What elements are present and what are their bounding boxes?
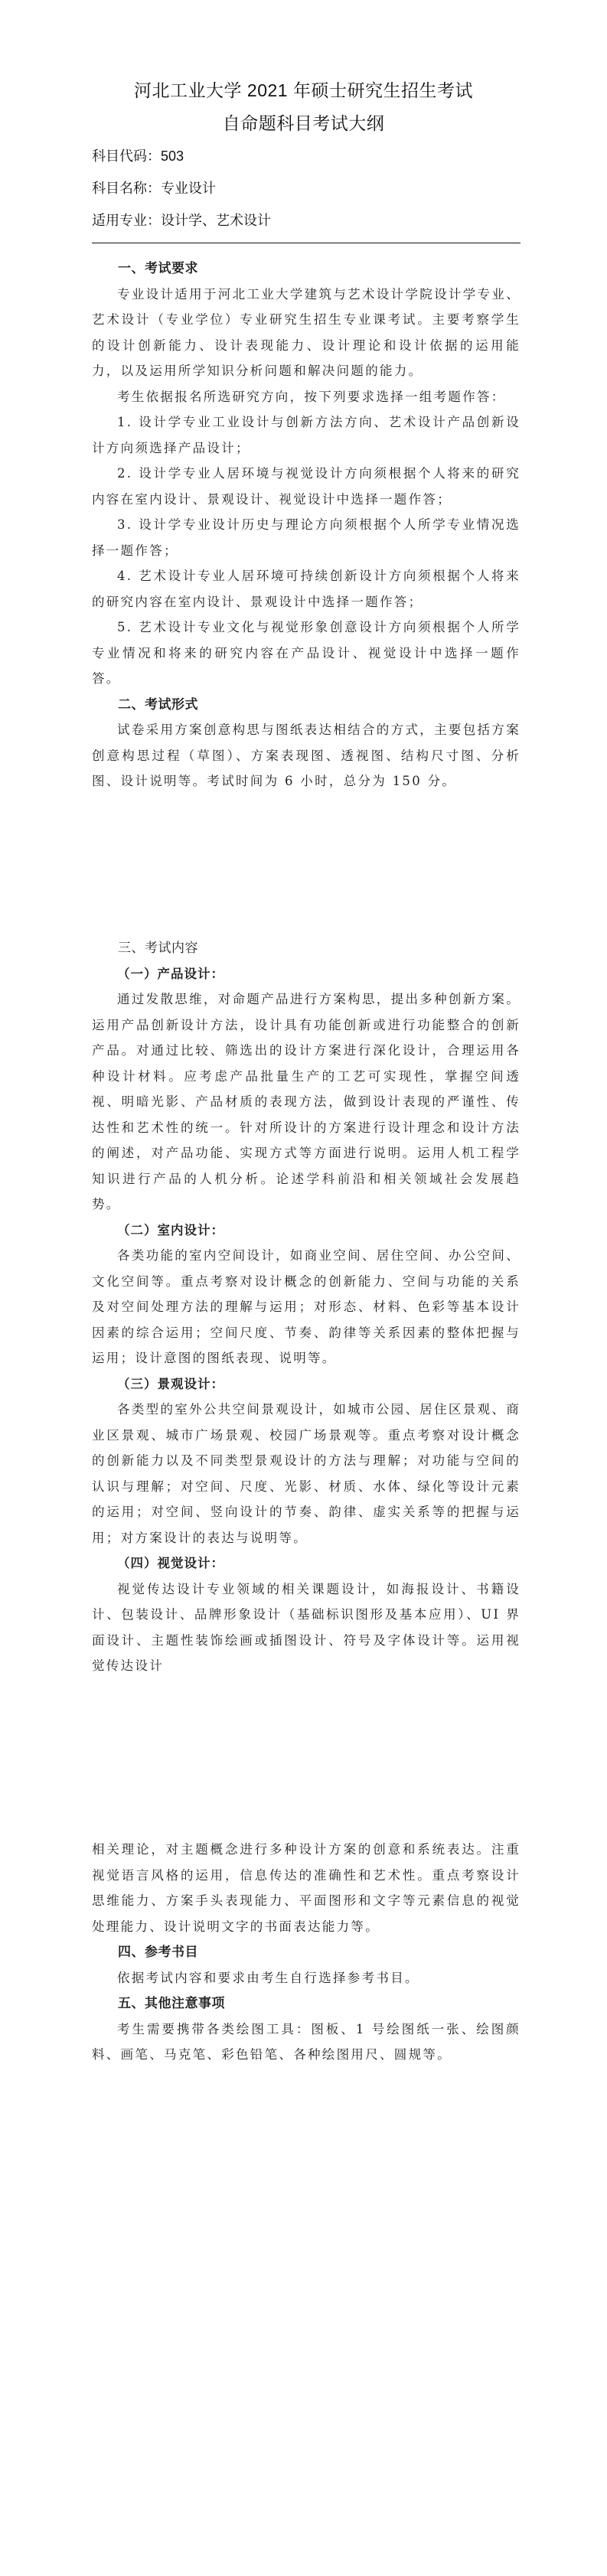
document-title-line1: 河北工业大学 2021 年硕士研究生招生考试 bbox=[134, 80, 473, 100]
section-3-heading: 三、考试内容 bbox=[118, 941, 198, 955]
subsection-visual-design-text-page2: 相关理论，对主题概念进行多种设计方案的创意和系统表达。注重视觉语言风格的运用，信息传达的准确性和艺术性。重点考察设计思维能力、方案手头表现能力、平面图形和文字等元素信息的视觉处理能力、设计说明文字的书面表达能力等。 bbox=[92, 1842, 521, 1934]
applicable-majors: 适用专业：设计学、艺术设计 bbox=[92, 213, 271, 228]
subsection-visual-design-text-page1: 视觉传达设计专业领域的相关课题设计，如海报设计、书籍设计、包装设计、品牌形象设计（基础标识图形及基本应用）、UI 界面设计、主题性装饰绘画或插图设计、符号及字体设计等。运用视觉传达设计 bbox=[92, 1581, 521, 1673]
page-2-body bbox=[92, 1837, 521, 2068]
subsection-landscape-design-text: 各类型的室外公共空间景观设计，如城市公园、居住区景观、商业区景观、城市广场景观、校园广场景观等。重点考察对设计概念的创新能力以及不同类型景观设计的方法与理解；对功能与空间的认识与理解；对空间、尺度、光影、材质、水体、绿化等设计元素的运用；对空间、竖向设计的节奏、韵律、虚实关系等的把握与运用；对方案设计的表达与说明等。 bbox=[92, 1402, 521, 1545]
subsection-interior-design-heading: （二）室内设计： bbox=[117, 1222, 224, 1237]
document-title-line2: 自命题科目考试大纲 bbox=[222, 113, 385, 133]
section-1-paragraph-1: 专业设计适用于河北工业大学建筑与艺术设计学院设计学专业、艺术设计（专业学位）专业研究生招生专业课考试。主要考察学生的设计创新能力、设计表现能力、设计理论和设计依据的运用能力，以及运用所学知识分析问题和解决问题的能力。 bbox=[92, 286, 521, 378]
requirement-item-2: 2. 设计学专业人居环境与视觉设计方向须根据个人将来的研究内容在室内设计、景观设计、视觉设计中选择一题作答； bbox=[92, 466, 521, 507]
subsection-visual-design-heading: （四）视觉设计： bbox=[117, 1556, 224, 1570]
subsection-product-design-heading: （一）产品设计： bbox=[117, 966, 224, 981]
section-1-paragraph-2: 考生依据报名所选研究方向，按下列要求选择一组考题作答： bbox=[117, 389, 506, 404]
requirement-item-3: 3. 设计学专业设计历史与理论方向须根据个人所学专业情况选择一题作答； bbox=[92, 517, 521, 558]
section-4-paragraph: 依据考试内容和要求由考生自行选择参考书目。 bbox=[117, 1970, 419, 1985]
subsection-product-design-text: 通过发散思维，对命题产品进行方案构思，提出多种创新方案。运用产品创新设计方法，设计具有功能创新或进行功能整合的创新产品。对通过比较、筛选出的设计方案进行深化设计，合理运用各种设计材料。应考虑产品批量生产的工艺可实现性，掌握空间透视、明暗光影、产品材质的表现方法，做到设计表现的严谨性、传达性和艺术性的统一。针对所设计的方案进行设计理念和设计方法的阐述，对产品功能、实现方式等方面进行说明。运用人机工程学知识进行产品的人机分析。论述学科前沿和相关领域社会发展趋势。 bbox=[92, 992, 521, 1211]
section-5-paragraph: 考生需要携带各类绘图工具：图板、1 号绘图纸一张、绘图颜料、画笔、马克笔、彩色铅笔、各种绘图用尺、圆规等。 bbox=[92, 2021, 521, 2062]
subject-code: 科目代码：503 bbox=[92, 148, 184, 164]
section-5-heading: 五、其他注意事项 bbox=[118, 1996, 225, 2010]
subsection-landscape-design-heading: （三）景观设计： bbox=[117, 1376, 224, 1391]
page-1-body bbox=[92, 256, 521, 794]
section-2-heading: 二、考试形式 bbox=[118, 696, 198, 712]
subject-name: 科目名称：专业设计 bbox=[92, 181, 216, 196]
requirement-item-5: 5. 艺术设计专业文化与视觉形象创意设计方向须根据个人所学专业情况和将来的研究内容在产品设计、视觉设计中选择一题作答。 bbox=[92, 620, 521, 686]
section-4-heading: 四、参考书目 bbox=[118, 1945, 198, 1959]
section-2-paragraph: 试卷采用方案创意构思与图纸表达相结合的方式，主要包括方案创意构思过程（草图）、方案表现图、透视图、结构尺寸图、分析图、设计说明等。考试时间为 6 小时，总分为 150 分。 bbox=[92, 722, 521, 788]
requirement-item-4: 4. 艺术设计专业人居环境可持续创新设计方向须根据个人将来的研究内容在室内设计、景观设计中选择一题作答； bbox=[92, 569, 521, 609]
page-1-body-continued bbox=[92, 935, 521, 1679]
requirement-item-1: 1. 设计学专业工业设计与创新方法方向、艺术设计产品创新设计方向须选择产品设计； bbox=[92, 415, 521, 455]
section-1-heading: 一、考试要求 bbox=[118, 261, 198, 276]
subsection-interior-design-text: 各类功能的室内空间设计，如商业空间、居住空间、办公空间、文化空间等。重点考察对设计概念的创新能力、空间与功能的关系及对空间处理方法的理解与运用；对形态、材料、色彩等基本设计因素的综合运用；空间尺度、节奏、韵律等关系因素的整体把握与运用；设计意图的图纸表现、说明等。 bbox=[92, 1248, 521, 1365]
